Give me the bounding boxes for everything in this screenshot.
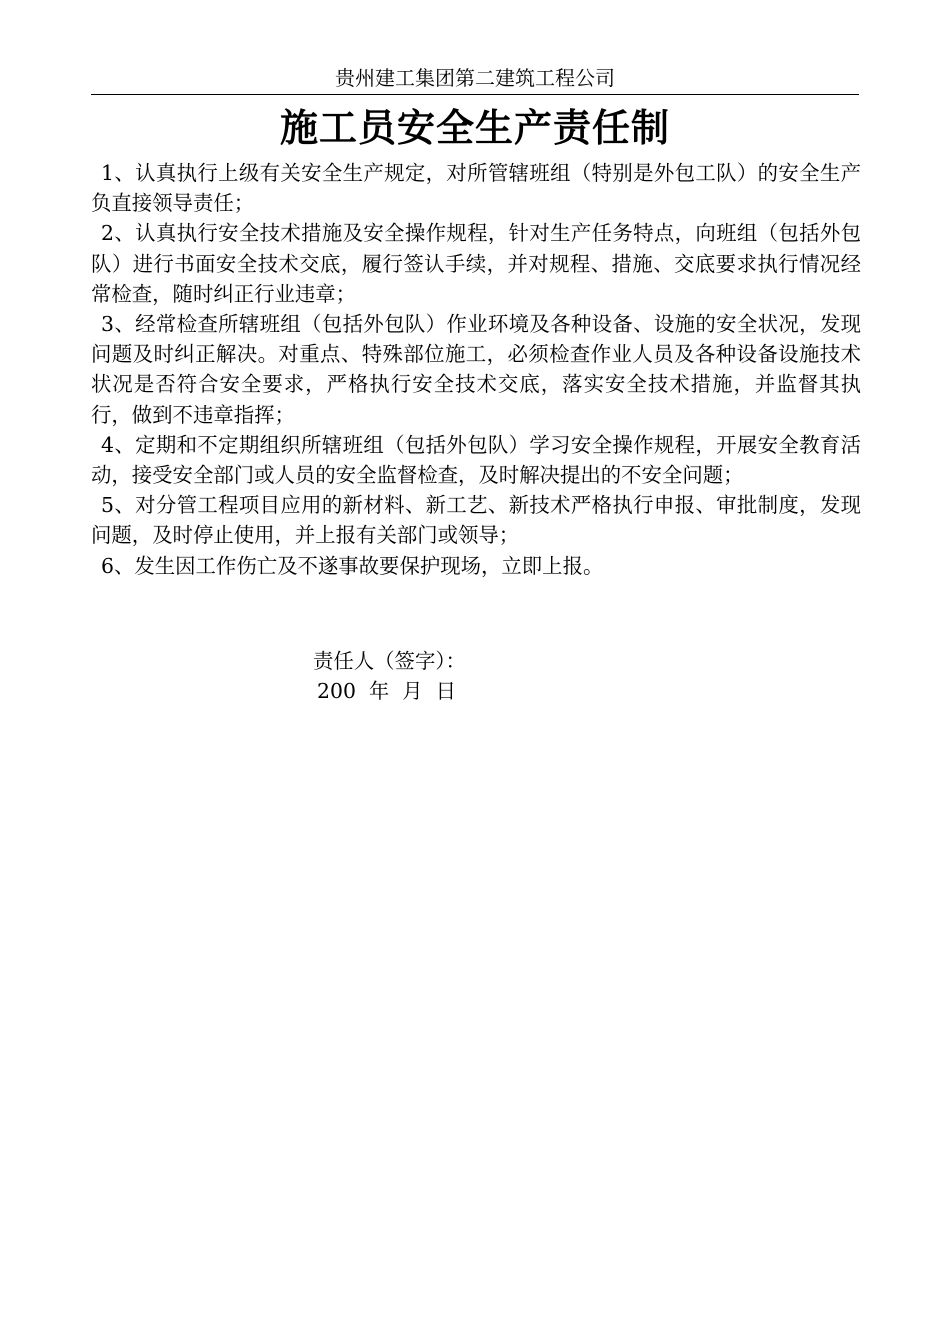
document-title: 施工员安全生产责任制 <box>279 106 670 150</box>
header-divider <box>91 94 859 95</box>
clause-5: 5、对分管工程项目应用的新材料、新工艺、新技术严格执行申报、审批制度，发现问题，及时停止使用，并上报有关部门或领导； <box>91 493 861 548</box>
clauses-body <box>91 158 861 581</box>
date-line: 200 年 月 日 <box>317 679 456 704</box>
clause-4: 4、定期和不定期组织所辖班组（包括外包队）学习安全操作规程，开展安全教育活动，接受安全部门或人员的安全监督检查，及时解决提出的不安全问题； <box>91 432 861 488</box>
clause-3: 3、经常检查所辖班组（包括外包队）作业环境及各种设备、设施的安全状况，发现问题及时纠正解决。对重点、特殊部位施工，必须检查作业人员及各种设备设施技术状况是否符合安全要求，严格执行安全技术交底，落实安全技术措施，并监督其执行，做到不违章指挥； <box>91 312 861 427</box>
company-header: 贵州建工集团第二建筑工程公司 <box>335 66 615 90</box>
signature-block <box>313 646 466 706</box>
clause-1: 1、认真执行上级有关安全生产规定，对所管辖班组（特别是外包工队）的安全生产负直接领导责任； <box>91 161 861 216</box>
clause-2: 2、认真执行安全技术措施及安全操作规程，针对生产任务特点，向班组（包括外包队）进行书面安全技术交底，履行签认手续，并对规程、措施、交底要求执行情况经常检查，随时纠正行业违章； <box>91 221 861 306</box>
signature-label: 责任人（签字）： <box>313 649 466 673</box>
clause-6: 6、发生因工作伤亡及不遂事故要保护现场，立即上报。 <box>101 553 604 578</box>
